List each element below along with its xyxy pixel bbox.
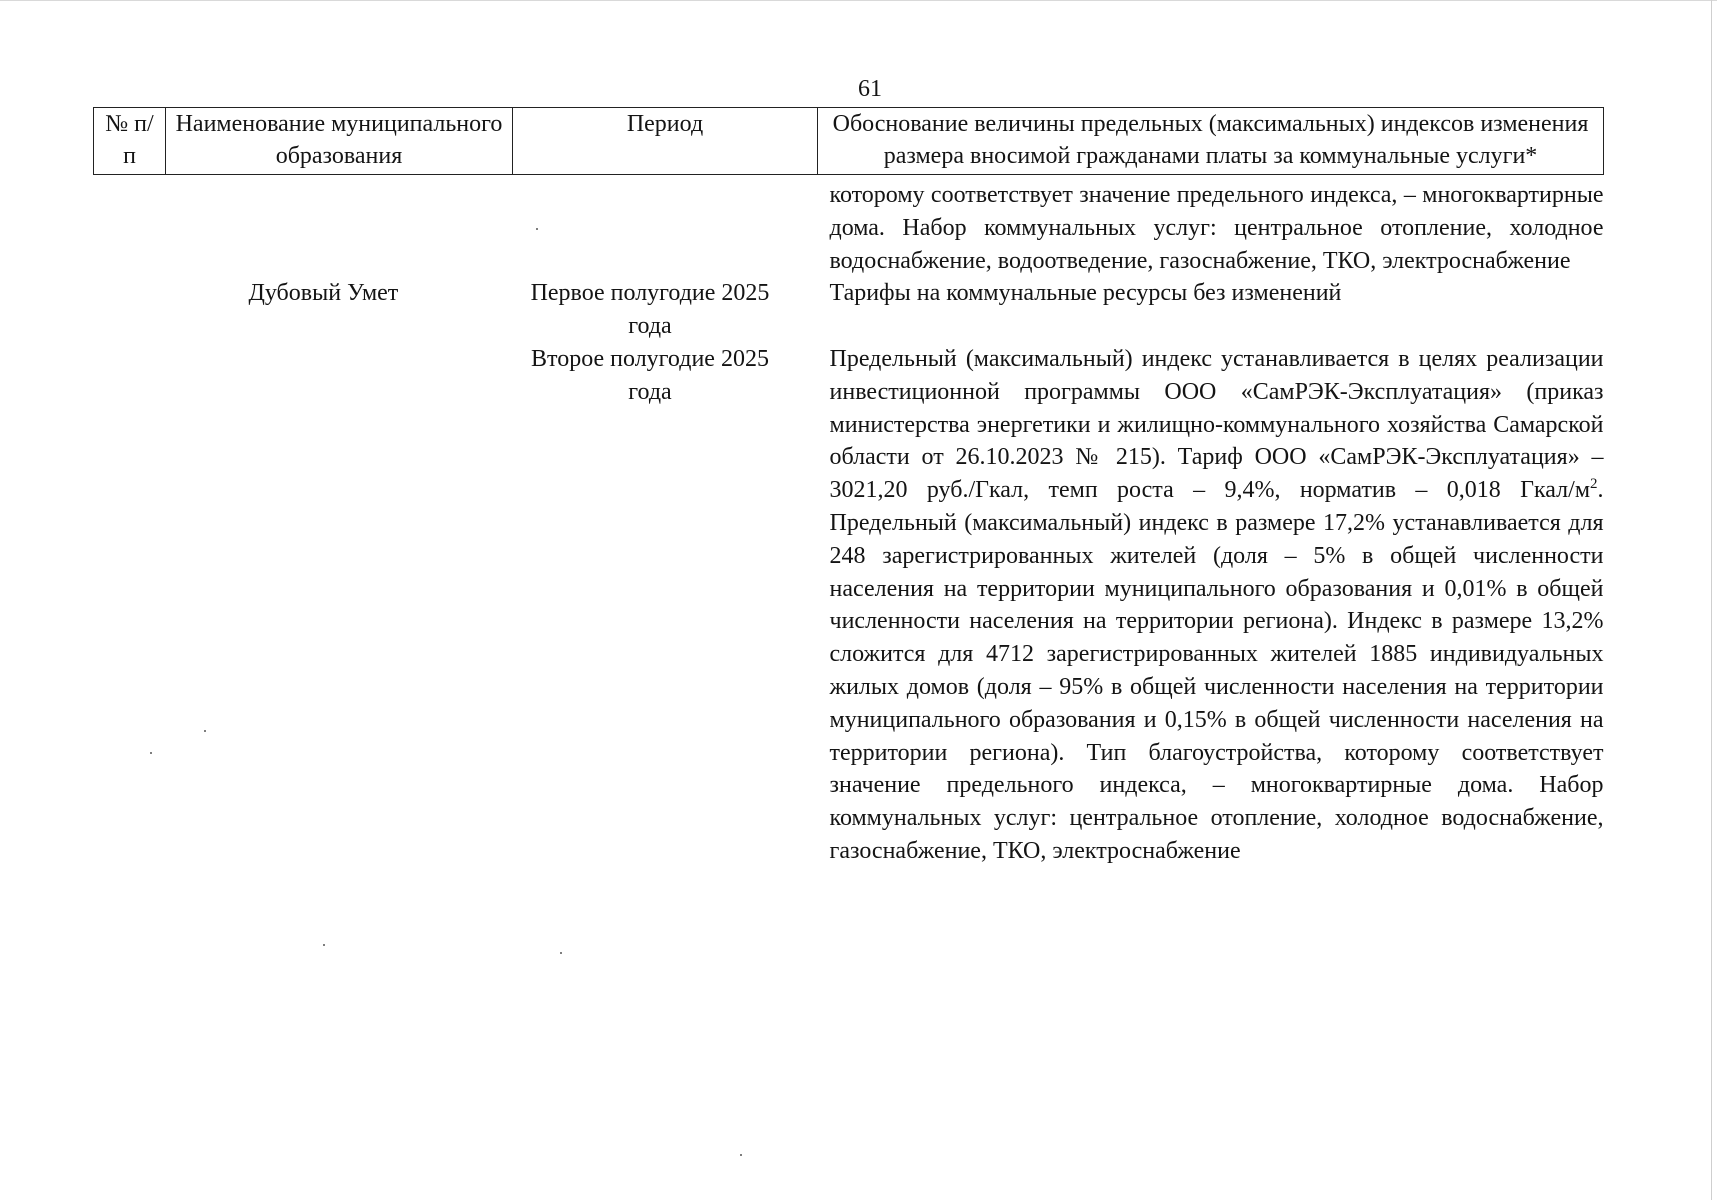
- justification-second-half: [830, 343, 1604, 868]
- header-period: Период: [513, 108, 818, 175]
- scan-speck: [740, 1154, 742, 1156]
- table-row: [94, 277, 1604, 867]
- row-number-cell: [94, 277, 166, 867]
- page-top-edge: [0, 0, 1717, 1]
- header-justification: Обоснование величины предельных (максимальных) индексов изменения размера вносимой гражданами платы за коммунальные услуги*: [818, 108, 1604, 175]
- page-right-edge: [1711, 0, 1712, 1200]
- continuation-text: которому соответствует значение предельного индекса, – многоквартирные дома. Набор коммунальных услуг: центральное отопление, холодное водоснабжение, водоотведение, газоснабжение, ТКО, электроснабжение: [829, 182, 1604, 274]
- scan-speck: [204, 730, 206, 732]
- justification-second-half-part2: . Предельный (максимальный) индекс в размере 17,2% устанавливается для 248 зарегистрированных жителей (доля – 5% в общей численности населения на территории муниципального образования и 0,01% в общей численности населения на территории региона). Индекс в размере 13,2% сложится для 4712 зарегистрированных жителей 1885 индивидуальных жилых домов (доля – 95% в общей численности населения на территории муниципального образования и 0,15% в общей численности населения на территории региона). Тип благоустройства, которому соответствует значение предельного индекса, – многоквартирные дома. Набор коммунальных услуг: центральное отопление, холодное водоснабжение, газоснабжение, ТКО, электроснабжение: [829, 477, 1604, 864]
- table-header: [94, 108, 1604, 175]
- page-number: 61: [858, 76, 882, 102]
- period-first-half: Первое полугодие 2025 года: [530, 280, 770, 340]
- tariff-index-table: [93, 107, 1604, 868]
- justification-cell: [818, 277, 1604, 867]
- scan-speck: [150, 752, 152, 754]
- header-number: № п/п: [94, 108, 166, 175]
- municipality-name: Дубовый Умет: [248, 280, 399, 307]
- table-row-continuation: [94, 175, 1604, 278]
- justification-first-half: Тарифы на коммунальные ресурсы без изменений: [829, 280, 1342, 307]
- superscript-2: 2: [1590, 476, 1598, 493]
- justification-second-half-part1: Предельный (максимальный) индекс устанавливается в целях реализации инвестиционной программы ООО «СамРЭК-Эксплуатация» (приказ министерства энергетики и жилищно-коммунального хозяйства Самарской области от 26.10.2023 № 215). Тариф ООО «СамРЭК-Эксплуатация» – 3021,20 руб./Гкал, темп роста – 9,4%, норматив – 0,018 Гкал/м: [829, 345, 1604, 504]
- table-body: [94, 175, 1604, 868]
- scan-speck: [323, 944, 325, 946]
- spacer: [830, 310, 1604, 343]
- scan-speck: [560, 952, 562, 954]
- scan-speck: [536, 228, 538, 230]
- header-municipality: Наименование муниципального образования: [166, 108, 513, 175]
- period-second-half: Второе полугодие 2025 года: [531, 345, 769, 405]
- table-header-row: [94, 108, 1604, 175]
